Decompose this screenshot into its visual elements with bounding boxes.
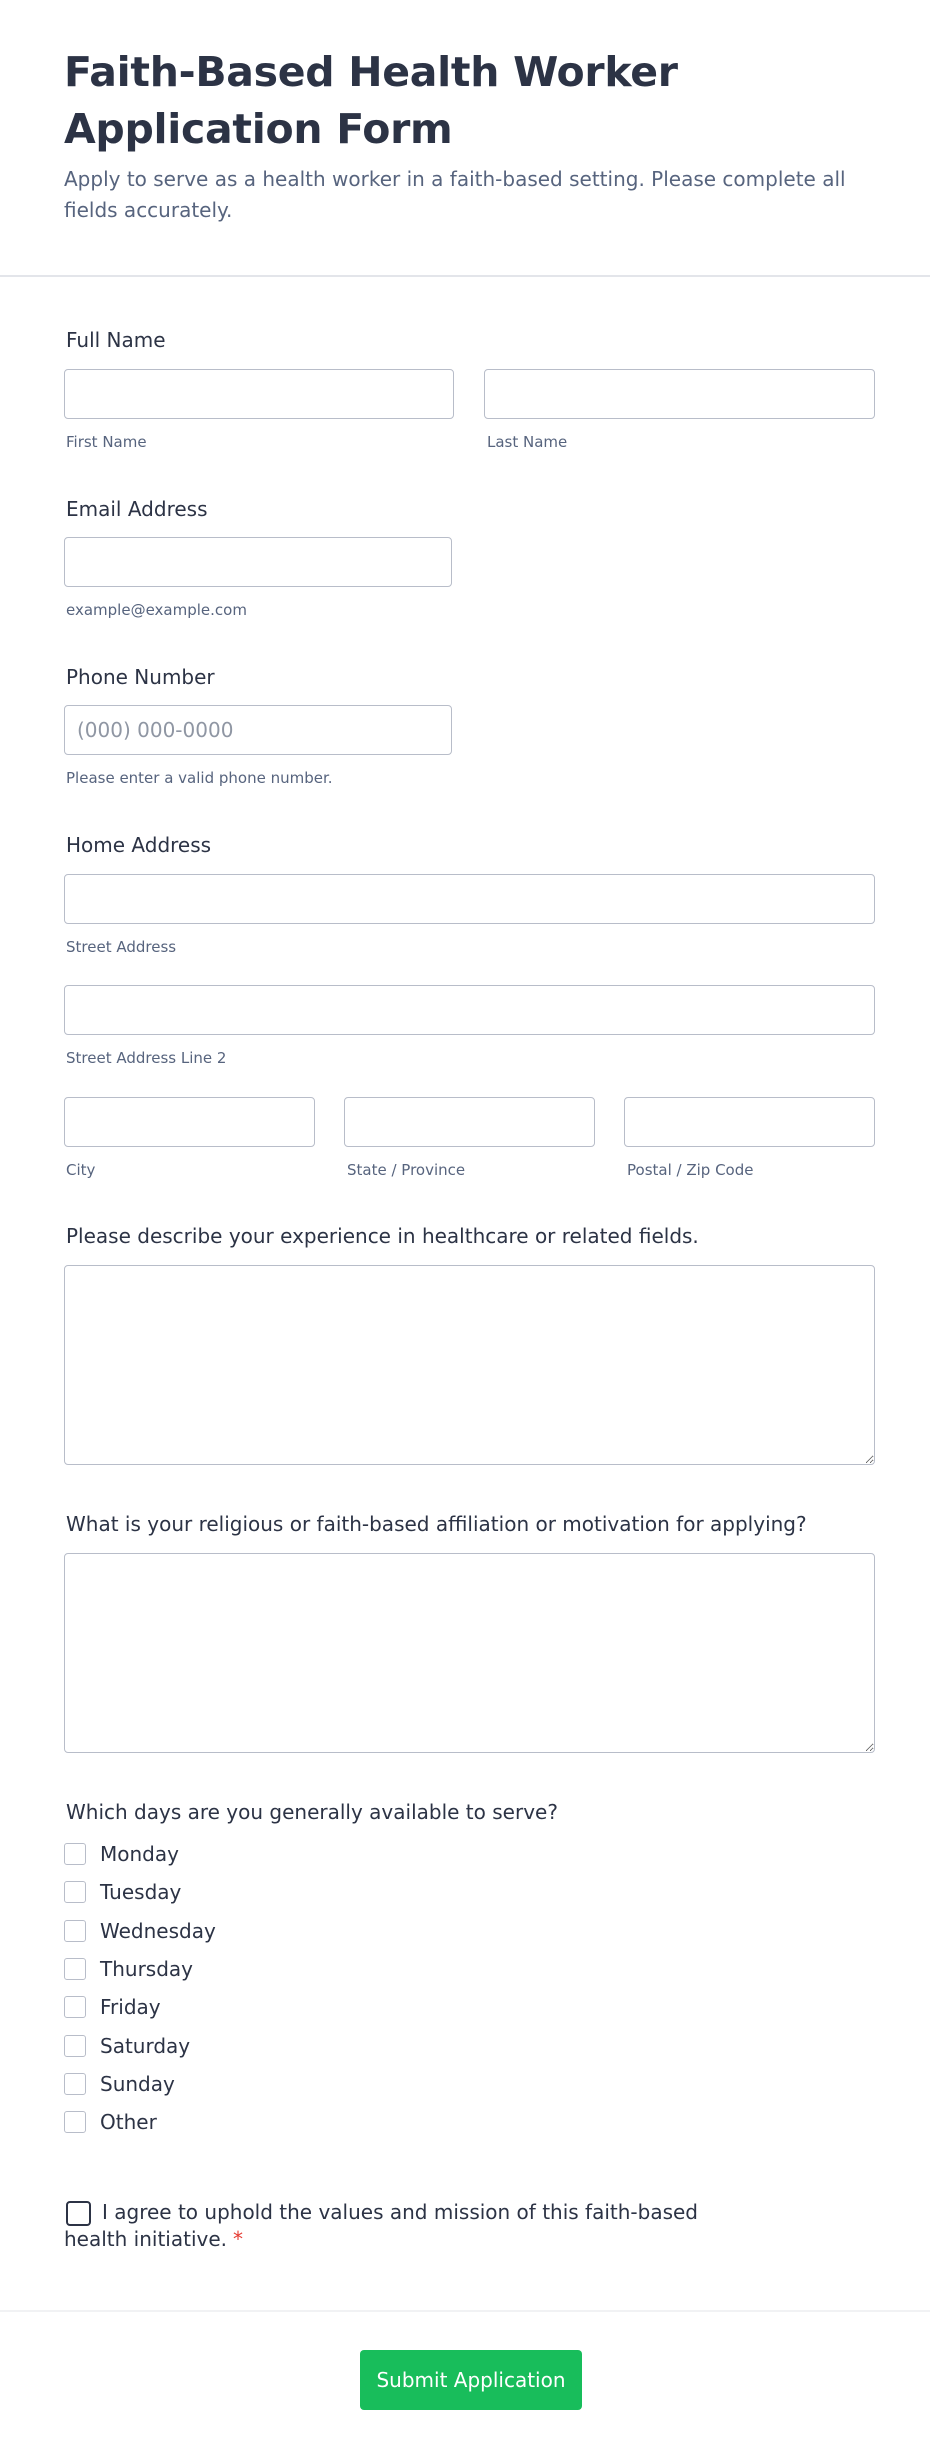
option-label: Sunday (100, 2072, 175, 2096)
checkbox[interactable] (64, 2035, 86, 2057)
checkbox[interactable] (64, 2073, 86, 2095)
checkbox[interactable] (64, 1958, 86, 1980)
zip-sublabel: Postal / Zip Code (627, 1161, 754, 1179)
full-name-label: Full Name (66, 328, 166, 352)
street-address-line2-sublabel: Street Address Line 2 (66, 1049, 227, 1067)
state-sublabel: State / Province (347, 1161, 466, 1179)
city-sublabel: City (66, 1161, 96, 1179)
option-label: Monday (100, 1842, 179, 1866)
first-name-input[interactable] (64, 369, 454, 419)
affiliation-textarea[interactable] (64, 1553, 875, 1753)
checkbox[interactable] (64, 1881, 86, 1903)
last-name-sublabel: Last Name (487, 433, 568, 451)
last-name-input[interactable] (484, 369, 875, 419)
email-label: Email Address (66, 497, 208, 521)
availability-option-saturday[interactable] (64, 2033, 190, 2059)
street-address-sublabel: Street Address (66, 938, 177, 956)
zip-input[interactable] (624, 1097, 875, 1147)
street-address-input[interactable] (64, 874, 875, 924)
experience-label: Please describe your experience in healthcare or related fields. (66, 1224, 699, 1248)
city-input[interactable] (64, 1097, 315, 1147)
street-address-line2-input[interactable] (64, 985, 875, 1035)
checkbox[interactable] (64, 1843, 86, 1865)
availability-option-tuesday[interactable] (64, 1879, 181, 1905)
availability-label: Which days are you generally available to serve? (66, 1800, 558, 1824)
page-subtitle: Apply to serve as a health worker in a faith-based setting. Please complete all fields accurately. (64, 167, 846, 222)
state-input[interactable] (344, 1097, 595, 1147)
option-label: Saturday (100, 2034, 191, 2058)
required-marker: * (233, 2227, 244, 2251)
availability-option-other[interactable] (64, 2109, 157, 2135)
first-name-sublabel: First Name (66, 433, 147, 451)
checkbox[interactable] (64, 2111, 86, 2133)
page-title: Faith-Based Health Worker Application Form (64, 48, 678, 153)
phone-sublabel: Please enter a valid phone number. (66, 769, 333, 787)
availability-option-wednesday[interactable] (64, 1918, 216, 1944)
home-address-label: Home Address (66, 833, 212, 857)
affiliation-label: What is your religious or faith-based affiliation or motivation for applying? (66, 1512, 807, 1536)
agreement-text (64, 2199, 744, 2253)
email-sublabel: example@example.com (66, 601, 247, 619)
checkbox[interactable] (64, 1996, 86, 2018)
availability-option-thursday[interactable] (64, 1956, 193, 1982)
phone-label: Phone Number (66, 665, 215, 689)
option-label: Tuesday (100, 1880, 182, 1904)
email-input[interactable] (64, 537, 452, 587)
checkbox[interactable] (64, 1920, 86, 1942)
availability-option-monday[interactable] (64, 1841, 179, 1867)
form-header (0, 0, 930, 277)
option-label: Other (100, 2110, 157, 2134)
availability-option-friday[interactable] (64, 1994, 161, 2020)
agreement-label: I agree to uphold the values and mission of this faith-based health initiative. (64, 2200, 699, 2251)
option-label: Thursday (100, 1957, 193, 1981)
option-label: Friday (100, 1995, 161, 2019)
option-label: Wednesday (100, 1919, 216, 1943)
phone-input[interactable] (64, 705, 452, 755)
submit-application-button[interactable]: Submit Application (360, 2350, 582, 2410)
experience-textarea[interactable] (64, 1265, 875, 1465)
availability-option-sunday[interactable] (64, 2071, 175, 2097)
